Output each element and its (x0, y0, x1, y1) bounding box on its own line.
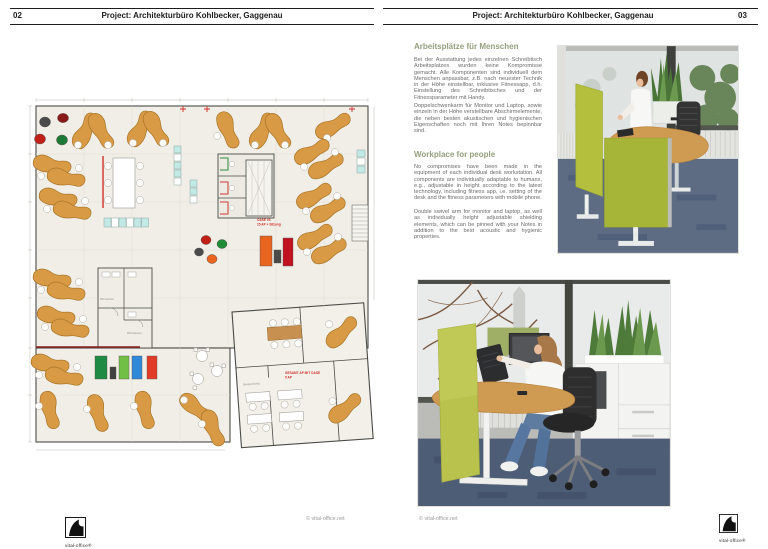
wc-label-2: WC Damen (127, 331, 142, 335)
header-rule-top-left (10, 8, 374, 9)
plan-stairs (352, 205, 368, 241)
header-rule-top-right (383, 8, 758, 9)
plan-annotation-2-line2: 5 AP (285, 375, 292, 380)
paragraph-german-1: Bei der Ausstattung jedes einzelnen Schreibtisch Arbeitsplatzes wurden keine Kompromisse gemacht. Alle Komponenten sind individuell dem Menschen anpassbar, z.B. nach neuester Technik in der Höhe einstellbar, inklusive Fitnessapp, d.h. Einstellung des Schreibtisches und der Fitnessparameter mit Handy. (414, 57, 542, 101)
annex-room-label: Besprechung (242, 381, 260, 387)
vital-office-logo-text: vital-office® (719, 538, 746, 543)
acoustic-panel (438, 324, 480, 483)
heading-german: Arbeitsplätze für Menschen (414, 42, 519, 51)
vital-office-logo-text: vital-office® (65, 543, 92, 548)
plan-colored-lockers (95, 356, 157, 379)
photo-credit-right: © vital-office.net (419, 516, 458, 522)
vital-office-logo-left (65, 517, 92, 548)
header-rule-bottom-right (383, 24, 758, 25)
plan-annotation-1-line2: 15 AP + Sitzung (257, 222, 281, 227)
page-number-right: 03 (738, 11, 747, 20)
vital-office-logo-icon (719, 514, 738, 533)
photo-standing-desk (557, 45, 739, 254)
plan-building-shell (36, 106, 373, 448)
heading-english: Workplace for people (414, 150, 496, 159)
plan-meeting-table (103, 156, 144, 208)
plan-wc-block (98, 268, 152, 348)
vital-office-logo-right (719, 514, 746, 543)
plan-annotation-1-line1: OASE 03 (257, 218, 271, 222)
header-rule-bottom-left (10, 24, 374, 25)
photo-credit-left: © vital-office.net (306, 516, 345, 522)
page-title-left: Project: Architekturbüro Kohlbecker, Gaggenau (101, 11, 283, 20)
paragraph-english-1: No compromises have been made in the equipment of each individual desk workstation. All components are individually adaptable to humans, e.g., adjustable in height according to the latest technology, including fitness app, i.e. setting of the desk and the fitness parameters with mobile phone. (414, 164, 542, 202)
page-title-right: Project: Architekturbüro Kohlbecker, Gaggenau (472, 11, 654, 20)
plan-core-rooms (218, 154, 274, 218)
plan-annotation-2-line1: GESAMT AP MIT OASE (285, 371, 321, 375)
paragraph-english-2: Double swivel arm for monitor and laptop, as well as individually height adjustable shielding elements, which can be pinned with your Notes in addition to the best acoustic and hygienic properties. (414, 209, 542, 241)
wc-label-1: WC Herren (100, 297, 114, 301)
window-tower (513, 286, 525, 328)
paragraph-german-2: Doppelschwenkarm für Monitor und Laptop, sowie einzeln in der Höhe verstellbare Abschirmelemente, die neben besten akustischen und hygienischen Eigenschaften noch mit Ihren Notes bepinnbar sind. (414, 103, 542, 135)
vital-office-logo-icon (65, 517, 86, 538)
page-number-left: 02 (13, 11, 22, 20)
floor-plan (28, 96, 376, 468)
photo-seated-desk (417, 279, 671, 507)
